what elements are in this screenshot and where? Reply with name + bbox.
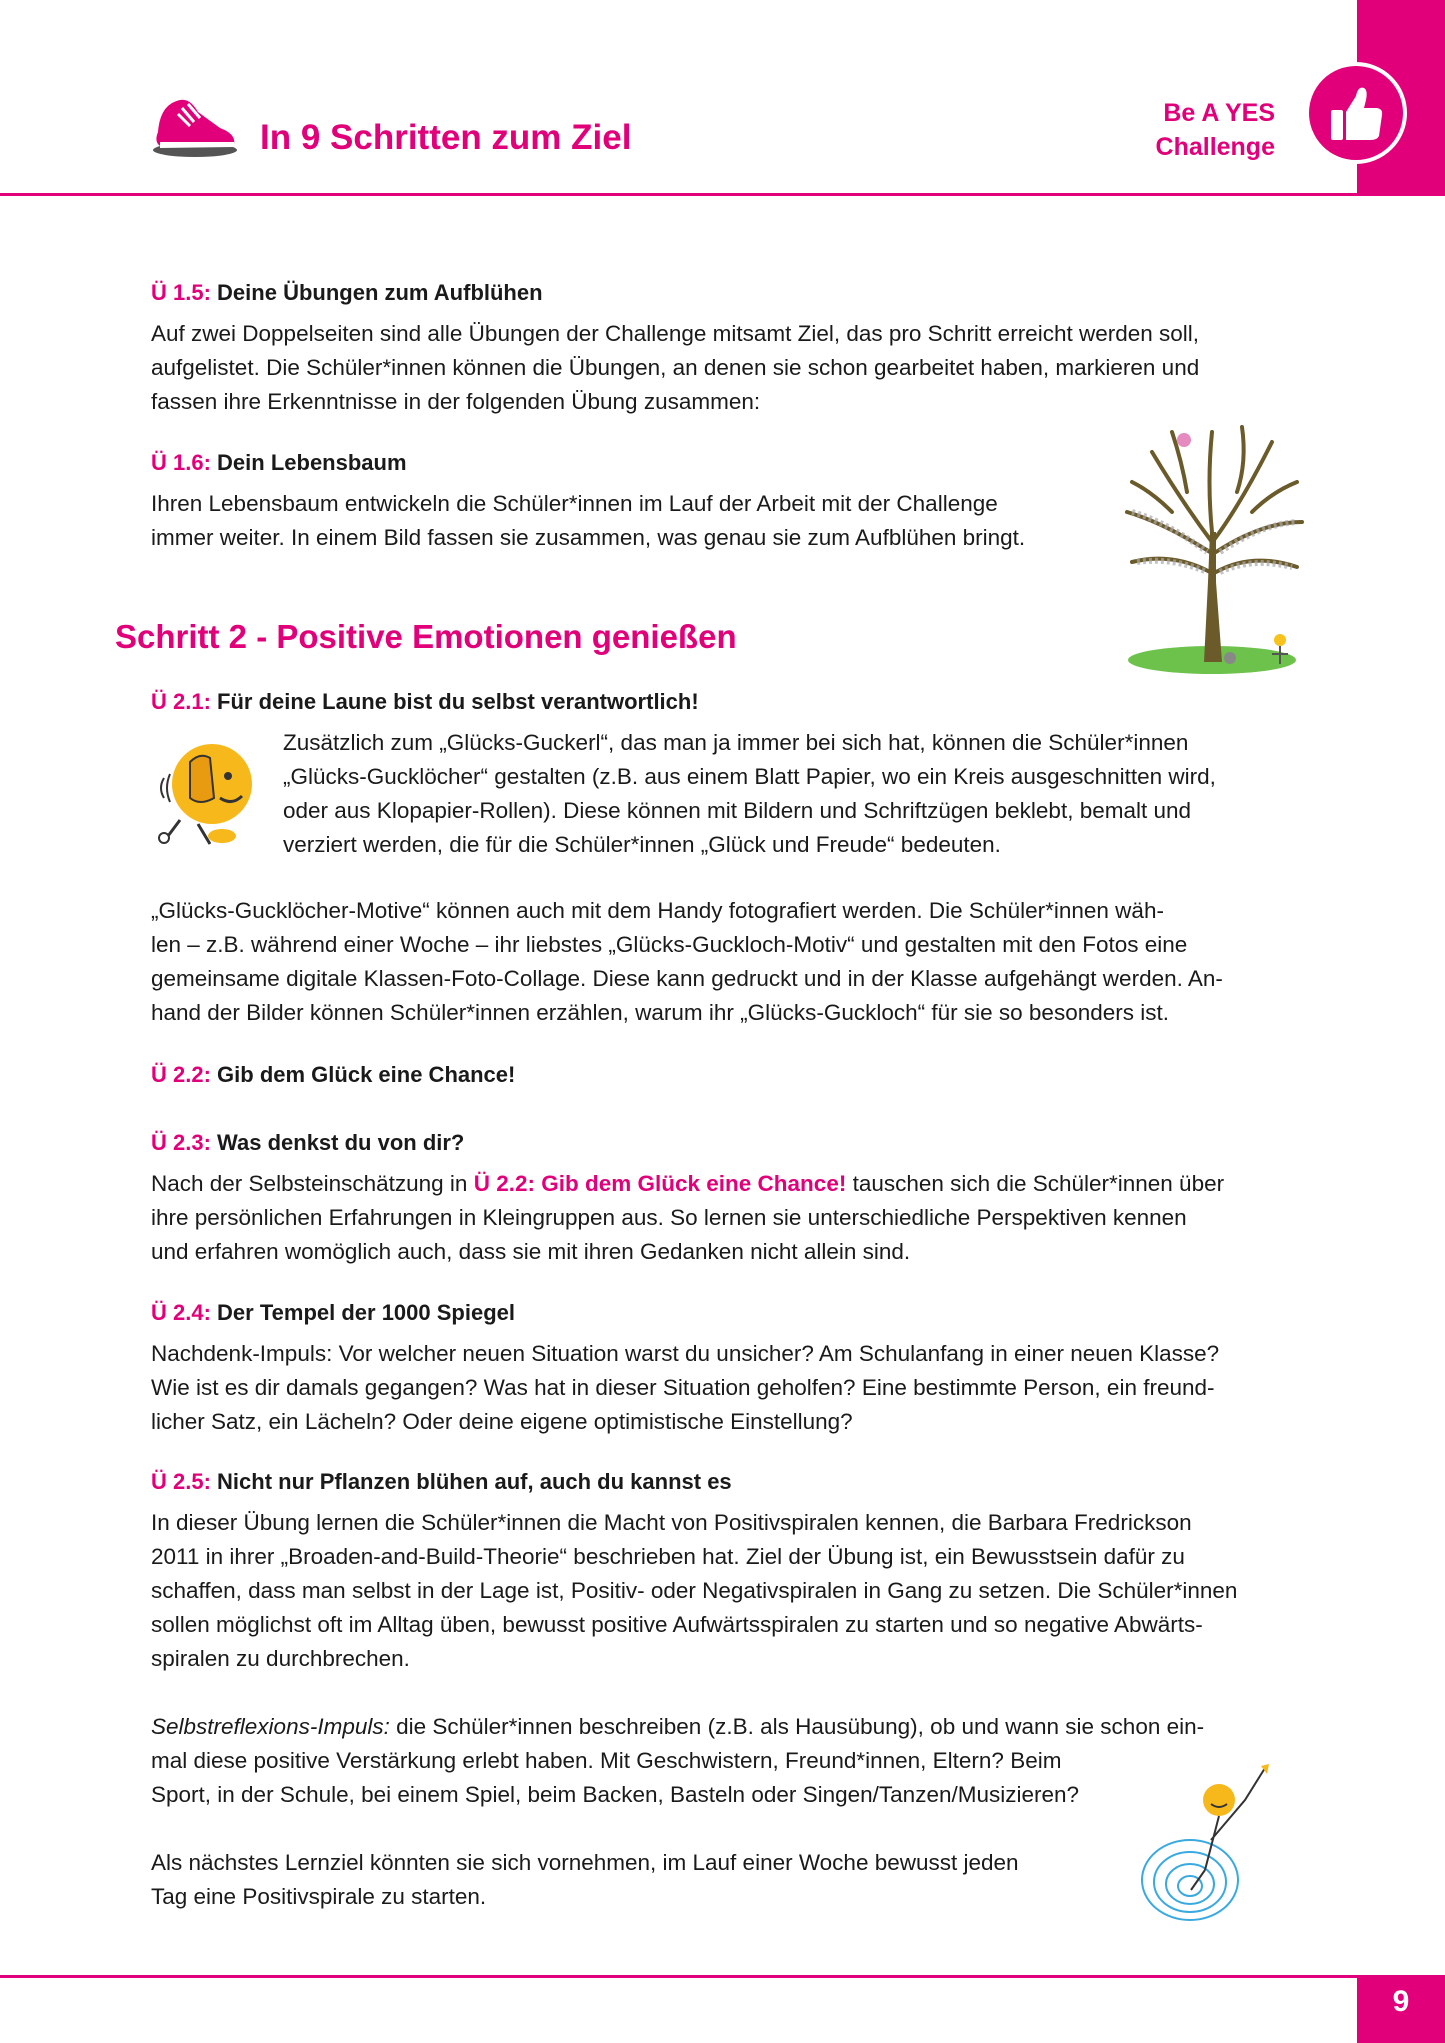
text-line: hand der Bilder können Schüler*innen erzählen, warum ihr „Glücks-Guckloch“ für sie so besonders ist.	[151, 1000, 1169, 1025]
title-u24: Der Tempel der 1000 Spiegel	[217, 1300, 515, 1325]
header-divider	[0, 193, 1445, 196]
label-u21: Ü 2.1:	[151, 689, 211, 714]
text-line: verziert werden, die für die Schüler*innen „Glück und Freude“ bedeuten.	[283, 832, 1001, 857]
text-line: Tag eine Positivspirale zu starten.	[151, 1884, 487, 1909]
heading-u16	[151, 448, 407, 478]
label-u22: Ü 2.2:	[151, 1062, 211, 1087]
paragraph-u23	[151, 1167, 1224, 1269]
text-line: gemeinsame digitale Klassen-Foto-Collage. Diese kann gedruckt und in der Klasse aufgehängt werden. An-	[151, 966, 1223, 991]
label-u23: Ü 2.3:	[151, 1130, 211, 1155]
text-line	[151, 1167, 1224, 1201]
heading-u15	[151, 278, 543, 308]
text-line: In dieser Übung lernen die Schüler*innen die Macht von Positivspiralen kennen, die Barbara Fredrickson	[151, 1510, 1192, 1535]
paragraph-u15	[151, 317, 1199, 419]
text-line: „Glücks-Gucklöcher-Motive“ können auch mit dem Handy fotografiert werden. Die Schüler*innen wäh-	[151, 898, 1164, 923]
cross-reference-u22: Ü 2.2: Gib dem Glück eine Chance!	[473, 1171, 847, 1196]
text-fragment: die Schüler*innen beschreiben (z.B. als Hausübung), ob und wann sie schon ein-	[396, 1714, 1205, 1739]
text-line: und erfahren womöglich auch, dass sie mit ihren Gedanken nicht allein sind.	[151, 1239, 911, 1264]
text-line: aufgelistet. Die Schüler*innen können die Übungen, an denen sie schon gearbeitet haben, markieren und	[151, 355, 1200, 380]
text-line: schaffen, dass man selbst in der Lage ist, Positiv- oder Negativspiralen in Gang zu setzen. Die Schüler*innen	[151, 1578, 1238, 1603]
title-u23: Was denkst du von dir?	[217, 1130, 465, 1155]
heading-u25	[151, 1467, 732, 1497]
label-u24: Ü 2.4:	[151, 1300, 211, 1325]
paragraph-u21-b	[151, 894, 1223, 1030]
text-line: Wie ist es dir damals gegangen? Was hat in dieser Situation geholfen? Eine bestimmte Person, ein freund-	[151, 1375, 1215, 1400]
section-title-step2: Schritt 2 - Positive Emotionen genießen	[115, 618, 737, 655]
heading-u24	[151, 1298, 515, 1328]
life-tree-illustration	[1112, 412, 1310, 677]
brand-line-1: Be A YES	[1163, 99, 1275, 127]
text-fragment: Nach der Selbsteinschätzung in	[151, 1171, 468, 1196]
text-line: „Glücks-Gucklöcher“ gestalten (z.B. aus einem Blatt Papier, wo ein Kreis ausgeschnitten wird,	[283, 764, 1216, 789]
text-line: oder aus Klopapier-Rollen). Diese können mit Bildern und Schriftzügen beklebt, bemalt und	[283, 798, 1192, 823]
text-line: mal diese positive Verstärkung erlebt haben. Mit Geschwistern, Freund*innen, Eltern? Beim	[151, 1748, 1062, 1773]
heading-u21	[151, 687, 699, 717]
text-line: spiralen zu durchbrechen.	[151, 1646, 410, 1671]
thumbs-up-icon	[1309, 66, 1403, 160]
spiral-smiley-illustration	[1135, 1760, 1295, 1930]
title-u25: Nicht nur Pflanzen blühen auf, auch du kannst es	[217, 1469, 732, 1494]
title-u21: Für deine Laune bist du selbst verantwortlich!	[217, 689, 699, 714]
brand-label	[1156, 96, 1275, 164]
label-u16: Ü 1.6:	[151, 450, 211, 475]
text-line: licher Satz, ein Lächeln? Oder deine eigene optimistische Einstellung?	[151, 1409, 853, 1434]
sneaker-icon	[150, 92, 240, 160]
footer-divider	[0, 1975, 1445, 1978]
text-line: sollen möglichst oft im Alltag üben, bewusst positive Aufwärtsspiralen zu starten und so negative Abwärts-	[151, 1612, 1203, 1637]
paragraph-u24	[151, 1337, 1219, 1439]
smiley-peephole-illustration	[150, 728, 266, 852]
text-line: Ihren Lebensbaum entwickeln die Schüler*innen im Lauf der Arbeit mit der Challenge	[151, 491, 998, 516]
paragraph-u16	[151, 487, 1025, 555]
text-line: Zusätzlich zum „Glücks-Guckerl“, das man ja immer bei sich hat, können die Schüler*innen	[283, 730, 1189, 755]
brand-line-2: Challenge	[1155, 133, 1275, 161]
paragraph-u25	[151, 1506, 1237, 1676]
title-u22: Gib dem Glück eine Chance!	[217, 1062, 516, 1087]
text-line: fassen ihre Erkenntnisse in der folgenden Übung zusammen:	[151, 389, 761, 414]
page-title: In 9 Schritten zum Ziel	[260, 118, 632, 157]
heading-u23	[151, 1128, 464, 1158]
thumbs-up-badge	[1305, 62, 1407, 164]
paragraph-u21-a	[283, 726, 1216, 862]
impuls-label: Selbstreflexions-Impuls:	[151, 1714, 390, 1739]
text-line: len – z.B. während einer Woche – ihr liebstes „Glücks-Guckloch-Motiv“ und gestalten mit den Fotos eine	[151, 932, 1188, 957]
title-u15: Deine Übungen zum Aufblühen	[217, 280, 543, 305]
label-u15: Ü 1.5:	[151, 280, 211, 305]
paragraph-u25-final	[151, 1846, 1019, 1914]
heading-u22	[151, 1060, 515, 1090]
paragraph-u25-impuls	[151, 1710, 1204, 1812]
page-number: 9	[1392, 1985, 1410, 2018]
text-line: Sport, in der Schule, bei einem Spiel, beim Backen, Basteln oder Singen/Tanzen/Musizieren?	[151, 1782, 1080, 1807]
text-line	[151, 1710, 1204, 1744]
text-line: Nachdenk-Impuls: Vor welcher neuen Situation warst du unsicher? Am Schulanfang in einer neuen Klasse?	[151, 1341, 1220, 1366]
label-u25: Ü 2.5:	[151, 1469, 211, 1494]
text-line: ihre persönlichen Erfahrungen in Kleingruppen aus. So lernen sie unterschiedliche Perspektiven kennen	[151, 1205, 1187, 1230]
text-line: immer weiter. In einem Bild fassen sie zusammen, was genau sie zum Aufblühen bringt.	[151, 525, 1026, 550]
text-line: Auf zwei Doppelseiten sind alle Übungen der Challenge mitsamt Ziel, das pro Schritt erreicht werden soll,	[151, 321, 1200, 346]
text-line: Als nächstes Lernziel könnten sie sich vornehmen, im Lauf einer Woche bewusst jeden	[151, 1850, 1019, 1875]
text-line: 2011 in ihrer „Broaden-and-Build-Theorie“ beschrieben hat. Ziel der Übung ist, ein Bewusstsein dafür zu	[151, 1544, 1185, 1569]
title-u16: Dein Lebensbaum	[217, 450, 407, 475]
text-fragment: tauschen sich die Schüler*innen über	[852, 1171, 1225, 1196]
